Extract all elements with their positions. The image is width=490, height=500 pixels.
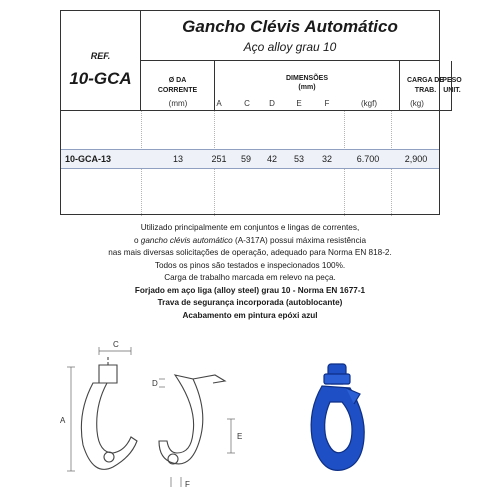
- unit-D: D: [269, 99, 275, 108]
- label-C: C: [113, 340, 119, 349]
- unit-peso: (kg): [410, 99, 424, 108]
- product-title: Gancho Clévis Automático: [182, 17, 398, 36]
- product-description: Utilizado principalmente em conjuntos e lingas de correntes, o gancho clévis automático (A-317A) possui máxima resistência nas mais diversas solicitações de operação, adequado para Norma EN 818-2. Todos os pinos são testados e inspecionados 100%. Carga de trabalho marcada em relevo na peça. Forjado em aço liga (alloy steel) grau 10 - Norma EN 1677-1 Trava de segurança incorporada (autoblocante) Acabamento em pintura epóxi azul: [108, 223, 392, 320]
- ref-box: [61, 11, 141, 111]
- row-A: 251: [211, 154, 227, 164]
- hook-photo: [302, 360, 372, 480]
- label-F: F: [185, 480, 190, 489]
- ref-label: REF.: [90, 51, 111, 61]
- spec-table: [60, 10, 462, 215]
- unit-F: F: [324, 99, 330, 108]
- title-box: [141, 11, 439, 61]
- row-E: 53: [293, 154, 304, 164]
- row-D: 42: [266, 154, 277, 164]
- header-peso: PESO UNIT.: [451, 61, 452, 111]
- label-A: A: [60, 416, 66, 425]
- ref-code: 10-GCA: [69, 69, 132, 88]
- unit-A: A: [216, 99, 222, 108]
- header-corrente: Ø DA CORRENTE: [141, 61, 214, 111]
- row-peso: 2,900: [404, 154, 428, 164]
- unit-corrente: (mm): [168, 99, 188, 108]
- row-code: 10-GCA-13: [65, 154, 112, 164]
- unit-C: C: [244, 99, 250, 108]
- row-carga: 6.700: [356, 154, 380, 164]
- row-C: 59: [240, 154, 251, 164]
- label-E: E: [237, 432, 243, 441]
- row-corrente: 13: [172, 154, 183, 164]
- unit-carga: (kgf): [361, 99, 377, 108]
- product-subtitle: Aço alloy grau 10: [243, 40, 337, 54]
- label-D: D: [152, 379, 158, 388]
- header-carga: CARGA DE TRAB.: [399, 61, 451, 111]
- row-F: 32: [321, 154, 332, 164]
- header-dimensoes: DIMENSÕES (mm): [214, 61, 399, 111]
- technical-drawing: [55, 335, 255, 495]
- unit-E: E: [296, 99, 302, 108]
